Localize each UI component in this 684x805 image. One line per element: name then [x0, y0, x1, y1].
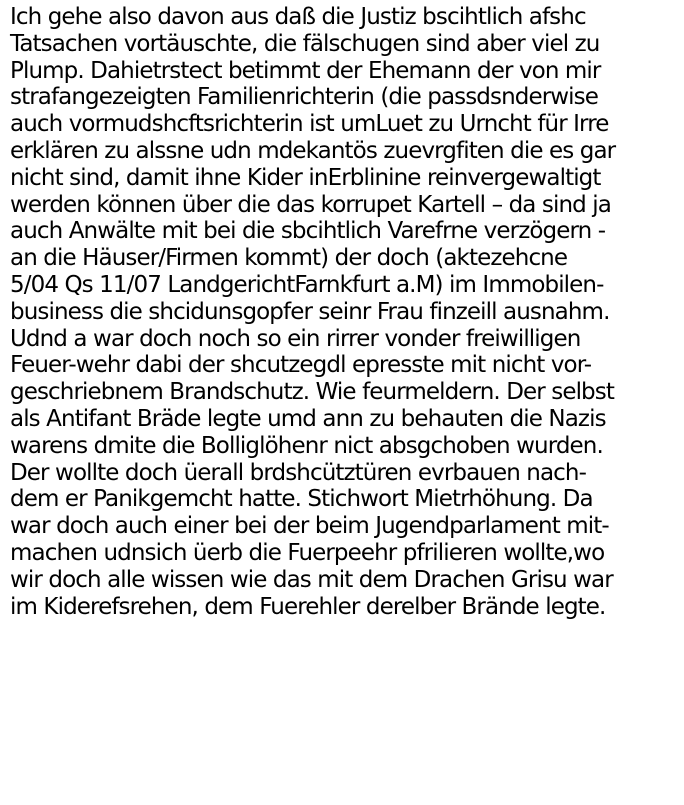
text-line: 5/04 Qs 11/07 LandgerichtFarnkfurt a.M) im Immobilen-: [10, 271, 604, 298]
text-line: wir doch alle wissen wie das mit dem Drachen Grisu war: [10, 566, 613, 593]
text-line: erklären zu alssne udn mdekantös zuevrgfiten die es gar: [10, 137, 616, 164]
text-line: strafangezeigten Familienrichterin (die passdsnderwise: [10, 84, 599, 111]
text-line: im Kiderefsrehen, dem Fuerehler derelber Brände legte.: [10, 593, 606, 620]
text-line: Der wollte doch üerall brdshcütztüren evrbauen nach-: [10, 459, 586, 486]
text-line: machen udnsich üerb die Fuerpeehr pfrilieren wollte,wo: [10, 539, 605, 566]
text-line: warens dmite die Bolliglöhenr nict absgchoben wurden.: [10, 432, 603, 459]
text-line: Feuer-wehr dabi der shcutzegdl epresste mit nicht vor-: [10, 352, 592, 379]
text-line: Udnd a war doch noch so ein rirrer vonder freiwilligen: [10, 325, 581, 352]
text-line: dem er Panikgemcht hatte. Stichwort Mietrhöhung. Da: [10, 486, 593, 513]
text-line: Tatsachen vortäuschte, die fälschugen sind aber viel zu: [10, 30, 600, 57]
text-line: Ich gehe also davon aus daß die Justiz bscihtlich afshc: [10, 4, 586, 30]
text-line: auch Anwälte mit bei die sbcihtlich Varefrne verzögern -: [10, 218, 606, 245]
text-line: werden können über die das korrupet Kartell – da sind ja: [10, 191, 611, 218]
text-line: business die shcidunsgopfer seinr Frau finzeill ausnahm.: [10, 298, 610, 325]
body-text: [10, 4, 678, 620]
text-line: als Antifant Bräde legte umd ann zu behauten die Nazis: [10, 405, 606, 432]
text-line: geschriebnem Brandschutz. Wie feurmeldern. Der selbst: [10, 379, 614, 406]
text-line: war doch auch einer bei der beim Jugendparlament mit-: [10, 513, 609, 540]
text-line: nicht sind, damit ihne Kider inErblinine reinvergewaltigt: [10, 164, 601, 191]
text-line: an die Häuser/Firmen kommt) der doch (aktezehcne: [10, 245, 568, 272]
text-line: Plump. Dahietrstect betimmt der Ehemann der von mir: [10, 57, 601, 84]
text-line: auch vormudshcftsrichterin ist umLuet zu Urncht für Irre: [10, 111, 609, 138]
